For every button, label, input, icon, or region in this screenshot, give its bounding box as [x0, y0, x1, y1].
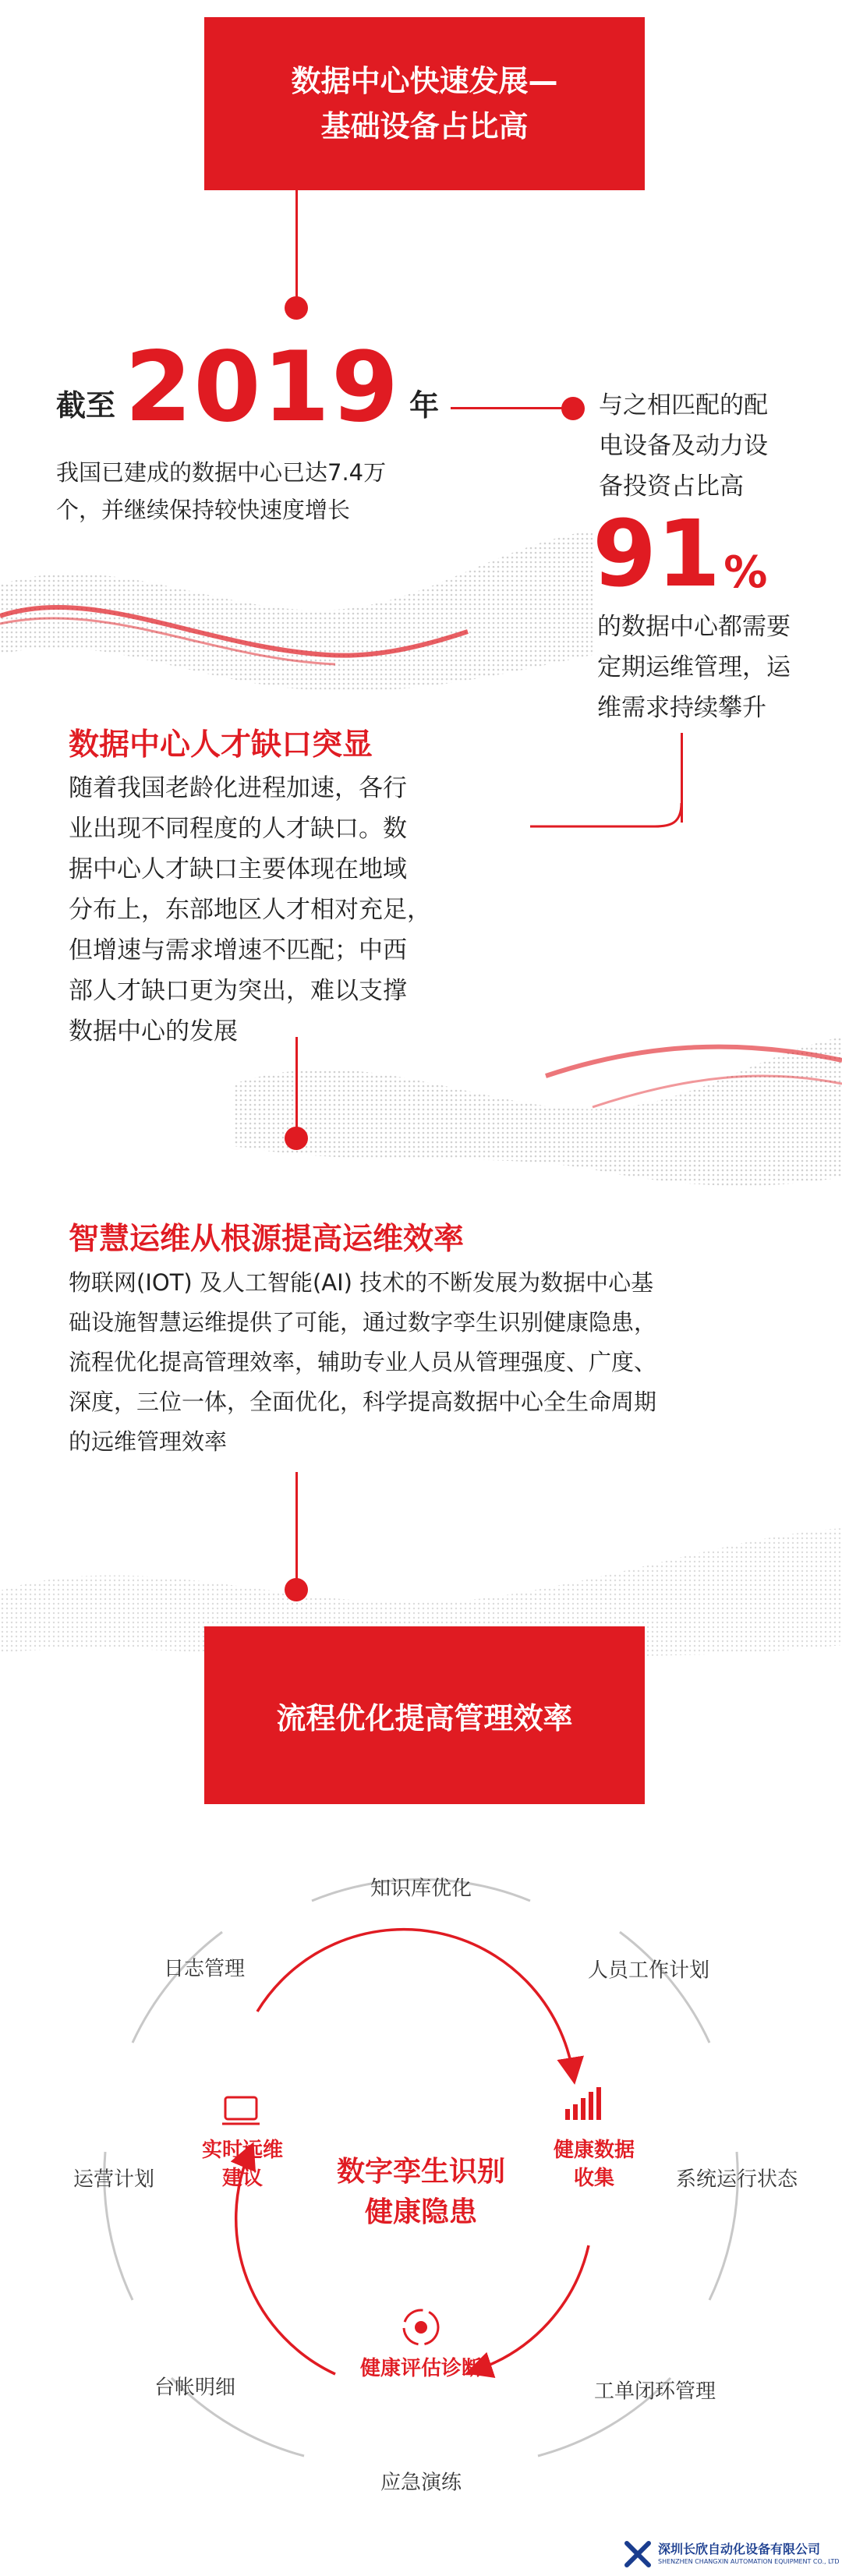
percent-number: 91 — [593, 500, 721, 607]
process-title-box — [204, 1626, 645, 1804]
talent-line: 据中心人才缺口主要体现在地域 — [69, 855, 407, 883]
intro-line: 与之相匹配的配 — [599, 391, 768, 419]
smart-line: 物联网(IOT) 及人工智能(AI) 技术的不断发展为数据中心基 — [69, 1269, 654, 1296]
intro-line: 电设备及动力设 — [599, 432, 768, 460]
node-collect-line: 收集 — [573, 2167, 615, 2190]
node-realtime-advice — [202, 2136, 283, 2192]
center-line: 数字孪生识别 — [336, 2156, 505, 2188]
node-health-data — [554, 2136, 635, 2192]
intro-line: 备投资占比高 — [599, 472, 744, 501]
investment-intro — [599, 385, 768, 507]
ring-item-log: 日志管理 — [163, 1957, 246, 1981]
cycle-center-text — [304, 2152, 538, 2233]
smart-line: 深度，三位一体，全面优化，科学提高数据中心全生命周期 — [69, 1389, 657, 1415]
talent-line: 数据中心的发展 — [69, 1017, 238, 1046]
year-connector-dot — [561, 397, 585, 420]
company-logo-icon — [624, 2540, 652, 2568]
smart-line: 础设施智慧运维提供了可能，通过数字孪生识别健康隐患， — [69, 1309, 657, 1336]
smart-connector-line — [295, 1037, 298, 1131]
year-body-line: 我国已建成的数据中心已达7.4万 — [56, 459, 387, 486]
year-number: 2019 — [125, 331, 401, 444]
ring-item-knowledge: 知识库优化 — [370, 1877, 472, 1901]
percent-body-line: 定期运维管理，运 — [597, 653, 791, 681]
percent-sign: % — [723, 547, 768, 598]
ring-item-ledger: 台帐明细 — [154, 2376, 236, 2400]
smart-body — [69, 1263, 656, 1462]
laptop-icon — [222, 2097, 260, 2124]
connector-line — [295, 190, 298, 299]
refresh-gear-icon — [404, 2310, 438, 2344]
process-title: 流程优化提高管理效率 — [276, 1700, 573, 1736]
smart-line: 的远维管理效率 — [69, 1428, 228, 1455]
year-suffix: 年 — [409, 388, 440, 423]
node-realtime-line: 实时远维 — [201, 2139, 284, 2162]
ring-item-system-status: 系统运行状态 — [675, 2167, 798, 2192]
year-prefix: 截至 — [56, 388, 116, 423]
decorative-wave — [0, 499, 842, 733]
node-collect-line: 健康数据 — [553, 2139, 635, 2162]
smart-line: 流程优化提高管理效率，辅助专业人员从管理强度、广度、 — [69, 1349, 657, 1375]
talent-connector-curve — [530, 803, 686, 842]
talent-line: 随着我国老龄化进程加速，各行 — [69, 774, 407, 802]
year-connector-line — [451, 407, 568, 409]
ring-item-emergency-drill: 应急演练 — [380, 2471, 462, 2495]
header-title-line1: 数据中心快速发展— — [291, 64, 558, 98]
process-dot — [285, 1578, 308, 1601]
bar-chart-icon — [565, 2087, 601, 2120]
talent-line: 部人才缺口更为突出，难以支撑 — [69, 977, 407, 1005]
year-heading — [56, 331, 440, 444]
node-realtime-line: 建议 — [221, 2167, 264, 2190]
header-title-line2: 基础设备占比高 — [320, 109, 529, 143]
footer-logo — [624, 2540, 840, 2568]
decorative-wave — [0, 990, 842, 1224]
year-body-line: 个，并继续保持较快速度增长 — [56, 497, 351, 523]
ring-item-ticket-loop: 工单闭环管理 — [593, 2380, 716, 2404]
company-name-en: SHENZHEN CHANGXIN AUTOMATION EQUIPMENT CO., LTD — [658, 2558, 840, 2565]
node-health-assess: 健康评估诊断 — [359, 2357, 483, 2380]
ring-item-ops-plan: 运营计划 — [73, 2167, 155, 2192]
timeline-dot — [285, 296, 308, 320]
center-line: 健康隐患 — [364, 2196, 477, 2228]
company-name-cn: 深圳长欣自动化设备有限公司 — [658, 2542, 821, 2557]
percent-body-line: 维需求持续攀升 — [597, 694, 766, 722]
talent-line: 分布上，东部地区人才相对充足， — [69, 896, 431, 924]
talent-line: 业出现不同程度的人才缺口。数 — [69, 815, 407, 843]
ring-item-staff-plan: 人员工作计划 — [587, 1959, 710, 1983]
process-connector-line — [295, 1472, 298, 1581]
talent-heading: 数据中心人才缺口突显 — [69, 727, 373, 763]
percent-body-line: 的数据中心都需要 — [597, 613, 791, 641]
smart-heading: 智慧运维从根源提高运维效率 — [69, 1222, 465, 1257]
smart-dot — [285, 1127, 308, 1150]
header-title-box — [204, 17, 645, 190]
talent-line: 但增速与需求增速不匹配；中西 — [69, 936, 407, 964]
